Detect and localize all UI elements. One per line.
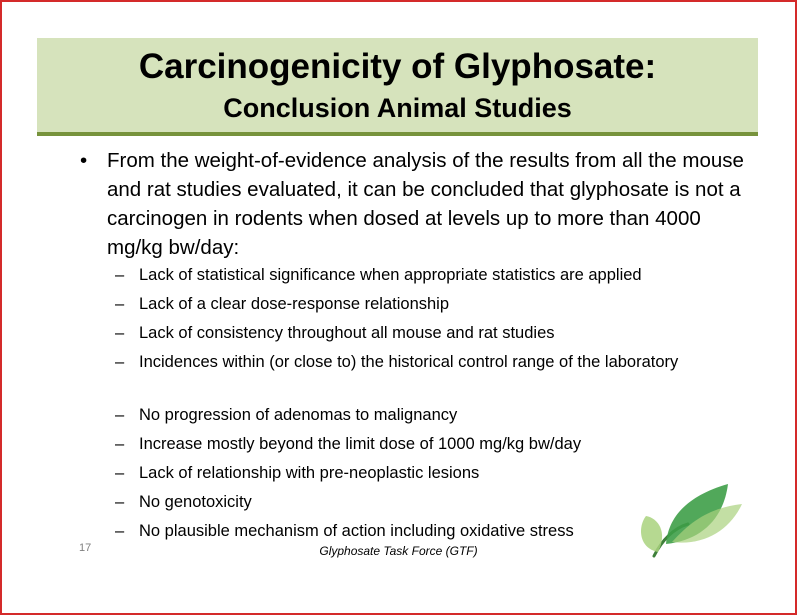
slide-title: Carcinogenicity of Glyphosate:	[138, 47, 657, 86]
dash-marker: –	[115, 522, 125, 540]
sub-item-text: Lack of consistency throughout all mouse and rat studies	[139, 324, 555, 342]
slide-header	[37, 38, 758, 136]
sub-item-text: Lack of statistical significance when appropriate statistics are applied	[139, 266, 642, 284]
sub-item-text: No genotoxicity	[139, 493, 252, 511]
slide-subtitle: Conclusion Animal Studies	[223, 93, 572, 123]
page-number: 17	[79, 542, 92, 554]
main-bullet-text: From the weight-of-evidence analysis of the results from all the mouse and rat studies evaluated, it can be concluded that glyphosate is not a carcinogen in rodents when dosed at levels up to more than 4000 mg/kg bw/day:	[107, 149, 744, 259]
sub-item-text: Incidences within (or close to) the historical control range of the laboratory	[139, 353, 679, 371]
sub-item-text: Lack of relationship with pre-neoplastic lesions	[139, 464, 480, 482]
dash-marker: –	[115, 435, 125, 453]
bullet-marker: •	[80, 149, 88, 172]
sub-item-text: Increase mostly beyond the limit dose of 1000 mg/kg bw/day	[139, 435, 582, 453]
dash-marker: –	[115, 266, 125, 284]
dash-marker: –	[115, 295, 125, 313]
dash-marker: –	[115, 493, 125, 511]
leaf-logo-icon	[632, 478, 744, 566]
sub-item-text: No progression of adenomas to malignancy	[139, 406, 458, 424]
sub-item-text: Lack of a clear dose-response relationship	[139, 295, 450, 313]
dash-marker: –	[115, 353, 125, 371]
sub-item-text: No plausible mechanism of action including oxidative stress	[139, 522, 574, 540]
dash-marker: –	[115, 464, 125, 482]
dash-marker: –	[115, 406, 125, 424]
footer-text: Glyphosate Task Force (GTF)	[319, 544, 478, 558]
dash-marker: –	[115, 324, 125, 342]
